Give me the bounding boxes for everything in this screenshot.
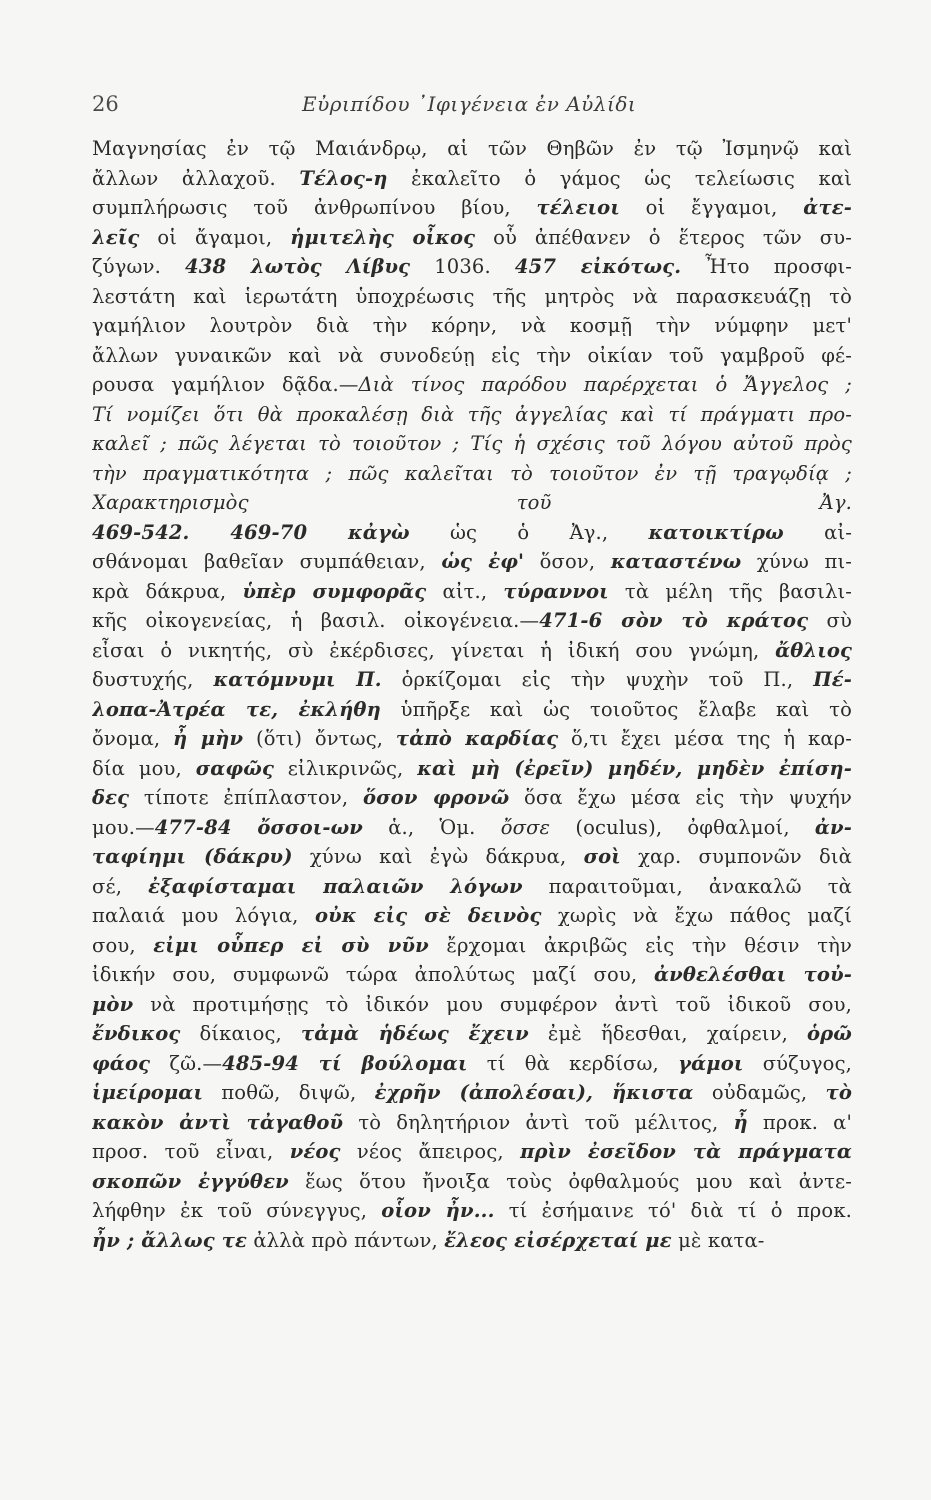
emphasis-run: δες [92,786,130,809]
text-run: (oculus), ὀφθαλμοί, [550,815,815,839]
running-title: Εὐριπίδου ᾿Ιφιγένεια ἐν Αὐλίδι [302,92,637,116]
text-run: οὗ ἀπέθανεν ὁ ἕτερος τῶν συ- [475,225,852,249]
text-line [92,577,852,607]
text-line [92,901,852,931]
emphasis-run: ἦ [733,1110,748,1134]
text-run: ὄνομα, [92,727,174,750]
text-run: κῆς οἰκογενείας, ἡ βασιλ. οἰκογένεια.— [92,609,540,632]
text-run: τὰ μέλη τῆς βασιλι- [608,579,852,603]
text-run: ὅσον, [524,550,611,573]
text-run: ἄλλων ἀλλαχοῦ. [92,166,300,190]
text-line [92,872,852,902]
text-line [92,341,852,371]
text-line [92,813,852,843]
text-run: ὡς ὁ Ἀγ., [409,520,649,544]
emphasis-run: ἔλεος εἰσέρχεταί με [444,1228,672,1252]
text-line [92,1167,852,1197]
text-run: ἕως ὅτου ἤνοιξα τοὺς ὀφθαλμούς μου καὶ ἀντε- [288,1169,852,1193]
emphasis-run: ἀν- [814,815,852,839]
text-line [92,1078,852,1108]
emphasis-run: ἀτε- [803,196,852,219]
text-line [92,842,852,872]
emphasis-run: ταφίημι (δάκρυ) [92,845,293,868]
text-run: λεστάτη καὶ ἱερωτάτη ὑποχρέωσις τῆς μητρὸς νὰ παρασκευάζῃ τὸ [92,284,852,308]
text-run: σύζυγος, [743,1051,852,1075]
emphasis-run: ἦν ; ἄλλως τε [92,1228,247,1252]
text-run: σέ, [92,874,149,898]
page-header [92,92,852,126]
text-run: χωρὶς νὰ ἔχω πάθος μαζί [541,904,852,927]
emphasis-run: τὴν πραγματικότητα ; πῶς καλεῖται τὸ τοιοῦτον ἐν τῇ τραγῳδίᾳ ; [92,461,852,485]
text-line [92,783,852,813]
text-line [92,459,852,489]
text-run: εἶσαι ὁ νικητής, σὺ ἐκέρδισες, γίνεται ἡ ἰδική σου γνώμη, [92,638,776,662]
text-run: εἰλικρινῶς, [273,756,418,780]
emphasis-run: σαφῶς [195,756,274,780]
text-run: ἐκαλεῖτο ὁ γάμος ὡς τελείωσις καὶ [387,166,852,190]
emphasis-run: κακὸν ἀντὶ τἀγαθοῦ [92,1110,344,1134]
text-run: δία μου, [92,756,196,780]
text-run: ἁ., Ὁμ. [362,815,501,839]
text-line [92,1108,852,1138]
text-run: νὰ προτιμήσῃς τὸ ἰδικόν μου συμφέρον ἀντὶ τοῦ ἰδικοῦ σου, [133,992,852,1016]
text-run: τὸ δηλητήριον ἀντὶ τοῦ μέλιτος, [343,1110,734,1134]
emphasis-run: καλεῖ ; πῶς λέγεται τὸ τοιοῦτον ; Τίς ἡ σχέσις τοῦ λόγου αὐτοῦ πρὸς [92,432,852,455]
text-line [92,547,852,577]
text-run: 1036. [410,255,515,278]
text-line [92,606,852,636]
text-run: μὲ κατα- [671,1228,765,1252]
text-run: χαρ. συμπονῶν διὰ [620,845,852,868]
text-run: τίποτε ἐπίπλαστον, [129,786,363,809]
text-run: τί θὰ κερδίσω, [467,1051,679,1075]
emphasis-run: ὅσον φρονῶ [362,786,510,809]
text-run: νέος ἄπειρος, [340,1140,521,1163]
emphasis-run: 457 εἰκότως. [514,255,682,278]
text-line [92,1196,852,1226]
emphasis-run: κατόμνυμι Π. [213,668,382,691]
emphasis-run: ἐχρῆν (ἀπολέσαι), ἥκιστα [374,1081,694,1104]
text-line [92,636,852,666]
emphasis-run: 485-94 τί βούλομαι [222,1051,468,1075]
emphasis-run: 469-542. [92,520,231,544]
text-line [92,931,852,961]
emphasis-run: ἔνδικος [92,1022,181,1045]
text-run: κρὰ δάκρυα, [92,579,243,603]
emphasis-run: Χαρακτηρισμὸς τοῦ Ἀγ. [92,491,852,514]
emphasis-run: τἀπὸ καρδίας [395,727,559,750]
text-run: Μαγνησίας ἐν τῷ Μαιάνδρῳ, αἱ τῶν Θηβῶν ἐν τῷ Ἰσμηνῷ καὶ [92,137,852,160]
text-run: ἐμὲ ἥδεσθαι, χαίρειν, [528,1022,807,1045]
text-run: ποθῶ, διψῶ, [203,1081,375,1104]
text-run: ζύγων. [92,255,186,278]
emphasis-run: μὸν [92,992,134,1016]
emphasis-run: ἡμιτελὴς οἶκος [290,225,476,249]
text-line [92,990,852,1020]
emphasis-run: τέλειοι [536,196,620,219]
text-line [92,1049,852,1079]
text-line [92,518,852,548]
emphasis-run: τύραννοι [503,579,609,603]
emphasis-run: 471-6 σὸν τὸ κράτος [539,609,809,632]
emphasis-run: ἐξαφίσταμαι παλαιῶν λόγων [148,874,523,898]
emphasis-run: πρὶν ἐσεῖδον τὰ πράγματα [520,1140,852,1163]
text-line [92,1226,852,1256]
text-run: προσ. τοῦ εἶναι, [92,1140,290,1163]
text-run: οἱ ἄγαμοι, [139,225,291,249]
text-run: σου, [92,933,154,957]
emphasis-run: ἄθλιος [775,638,852,662]
emphasis-run: εἰμι οὗπερ εἰ σὺ νῦν [153,933,429,957]
text-line [92,429,852,459]
text-run: σθάνομαι βαθεῖαν συμπάθειαν, [92,550,442,573]
emphasis-run: οἷον ἦν... [381,1199,495,1222]
emphasis-run: ἦ μὴν [173,727,244,750]
emphasis-run: 438 λωτὸς Λίβυς [185,255,411,278]
emphasis-run: Διὰ τίνος παρόδου παρέρχεται ὁ Ἄγγελος ; [358,373,852,396]
text-run: παλαιά μου λόγια, [92,904,315,927]
text-line [92,400,852,430]
text-line [92,311,852,341]
emphasis-run: σοὶ [583,845,621,868]
emphasis-run: ὑπὲρ συμφορᾶς [242,579,427,603]
emphasis-run: 469-70 κἀγὼ [230,520,410,544]
emphasis-run: ἀνθελέσθαι τοὐ- [654,963,852,986]
text-line [92,754,852,784]
text-line [92,1019,852,1049]
text-run: οἱ ἔγγαμοι, [619,196,804,219]
text-line [92,193,852,223]
emphasis-run: καταστένω [610,550,742,573]
emphasis-run: σκοπῶν ἐγγύθεν [92,1169,289,1193]
text-line [92,252,852,282]
text-run: ρουσα γαμήλιον δᾷδα.— [92,373,359,396]
emphasis-run: οὐκ εἰς σὲ δεινὸς [314,904,542,927]
text-line [92,282,852,312]
emphasis-run: Τί νομίζει ὅτι θὰ προκαλέσῃ διὰ τῆς ἀγγελίας καὶ τί πράγματι προ- [92,402,852,426]
text-run: αἰτ., [426,579,504,603]
text-line [92,164,852,194]
text-run: ὁρκίζομαι εἰς τὴν ψυχὴν τοῦ Π., [381,668,814,691]
text-run: μου.— [92,815,155,839]
text-run: χύνω πι- [741,550,852,573]
text-run: αἰ- [783,520,852,544]
emphasis-run: λοπα-Ἀτρέα τε, ἐκλήθη [92,697,381,721]
text-line [92,134,852,164]
text-run: ὅσα ἔχω μέσα εἰς τὴν ψυχήν [509,786,852,809]
emphasis-run: λεῖς [92,225,140,249]
text-line [92,488,852,518]
emphasis-run: τὸ [825,1081,852,1104]
text-run: συμπλήρωσις τοῦ ἀνθρωπίνου βίου, [92,196,537,219]
text-run: τί ἐσήμαινε τό' διὰ τί ὁ προκ. [494,1199,852,1222]
text-run: προκ. α' [747,1110,852,1134]
text-line [92,665,852,695]
text-run: ἀλλὰ πρὸ πάντων, [247,1228,445,1252]
emphasis-run: Πέ- [813,668,852,691]
text-run: ὑπῆρξε καὶ ὡς τοιοῦτος ἔλαβε καὶ τὸ [380,697,852,721]
text-line [92,960,852,990]
emphasis-run: ὄσσε [500,815,551,839]
emphasis-run: γάμοι [678,1051,744,1075]
emphasis-run: 477-84 ὄσσοι-ων [154,815,363,839]
commentary-text [92,134,852,1255]
emphasis-run: νέος [289,1140,341,1163]
text-run: σὺ [808,609,852,632]
text-run: ἄλλων γυναικῶν καὶ νὰ συνοδεύῃ εἰς τὴν οἰκίαν τοῦ γαμβροῦ φέ- [92,343,852,367]
emphasis-run: καὶ μὴ (ἐρεῖν) μηδέν, μηδὲν ἐπίση- [417,756,852,780]
text-run: δίκαιος, [180,1022,301,1045]
text-run: ὅ,τι ἔχει μέσα της ἡ καρ- [558,727,852,750]
text-run: ἰδικήν σου, συμφωνῶ τώρα ἀπολύτως μαζί σου, [92,963,655,986]
text-run: παραιτοῦμαι, ἀνακαλῶ τὰ [522,874,852,898]
text-line [92,724,852,754]
text-run: γαμήλιον λουτρὸν διὰ τὴν κόρην, νὰ κοσμῇ τὴν νύμφην μετ' [92,314,852,337]
text-run: ζῶ.— [150,1051,223,1075]
text-line [92,1137,852,1167]
page-number: 26 [92,92,119,116]
emphasis-run: ὡς ἐφ' [441,550,525,573]
text-run: χύνω καὶ ἐγὼ δάκρυα, [292,845,584,868]
emphasis-run: ὁρῶ [807,1022,852,1045]
text-run: Ἦτο προσφι- [681,255,852,278]
text-line [92,370,852,400]
emphasis-run: ἱμείρομαι [92,1081,204,1104]
text-run: λήφθην ἐκ τοῦ σύνεγγυς, [92,1199,382,1222]
text-line [92,223,852,253]
emphasis-run: Τέλος-η [299,166,388,190]
text-run: ἔρχομαι ἀκριβῶς εἰς τὴν θέσιν τὴν [428,933,852,957]
emphasis-run: φάος [92,1051,151,1075]
emphasis-run: κατοικτίρω [648,520,784,544]
emphasis-run: τἀμὰ ἡδέως ἔχειν [300,1022,529,1045]
text-line [92,695,852,725]
text-run: οὐδαμῶς, [693,1081,826,1104]
text-run: (ὅτι) ὄντως, [243,727,396,750]
text-run: δυστυχής, [92,668,214,691]
